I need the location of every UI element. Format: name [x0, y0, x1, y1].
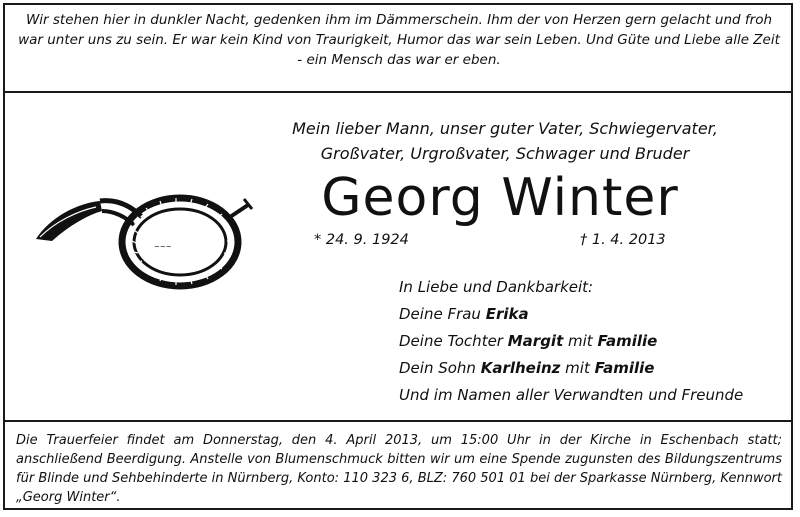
deceased-name: Georg Winter: [321, 168, 679, 228]
intro-line: Mein lieber Mann, unser guter Vater, Schwiegervater,: [292, 119, 718, 138]
mourner-relation: Dein Sohn: [399, 359, 481, 377]
mourner-daughter: [399, 328, 794, 355]
mourner-family: Familie: [597, 332, 658, 350]
divider-bottom: [3, 420, 793, 422]
mourner-son: [399, 355, 794, 382]
intro-line: Großvater, Urgroßvater, Schwager und Bruder: [320, 144, 690, 163]
funeral-notice: Die Trauerfeier findet am Donnerstag, den 4. April 2013, um 15:00 Uhr in der Kirche in Eschenbach statt; anschließend Beerdigung. Anstelle von Blumenschmuck bitten wir um eine Spende zugunsten des Bildungszentrums für Blinde und Sehbehinderte in Nürnberg, Konto: 110 323 6, BLZ: 760 501 01 bei der Sparkasse Nürnberg, Kennwort „Georg Winter“.: [16, 433, 782, 505]
svg-text:~~~: ~~~: [154, 243, 172, 251]
mourner-connector: mit: [560, 359, 595, 377]
divider-top: [3, 91, 793, 93]
poem-line: - ein Mensch das war er eben.: [297, 52, 501, 68]
mourners-heading: In Liebe und Dankbarkeit:: [399, 278, 594, 296]
mourner-relation: Deine Frau: [399, 305, 486, 323]
mourner-family: Familie: [594, 359, 655, 377]
post-horn-icon: [30, 187, 255, 299]
poem-line: Wir stehen hier in dunkler Nacht, gedenken ihm im Dämmerschein. Ihm der von Herzen gern gelacht und froh: [25, 12, 773, 28]
birth-date: * 24. 9. 1924: [314, 232, 409, 248]
relationship-intro: [270, 116, 740, 166]
mourner-connector: mit: [563, 332, 598, 350]
mourner-wife: [399, 301, 794, 328]
poem-line: war unter uns zu sein. Er war kein Kind von Traurigkeit, Humor das war sein Leben. Und Güte und Liebe alle Zeit: [18, 32, 780, 48]
mourners-closing: Und im Namen aller Verwandten und Freunde: [399, 386, 744, 404]
mourner-name: Erika: [485, 305, 529, 323]
mourner-relation: Deine Tochter: [399, 332, 508, 350]
mourner-name: Margit: [507, 332, 564, 350]
mourners-list: [399, 274, 794, 409]
memorial-poem: [16, 10, 782, 70]
mourner-name: Karlheinz: [480, 359, 561, 377]
death-date: † 1. 4. 2013: [580, 232, 666, 248]
